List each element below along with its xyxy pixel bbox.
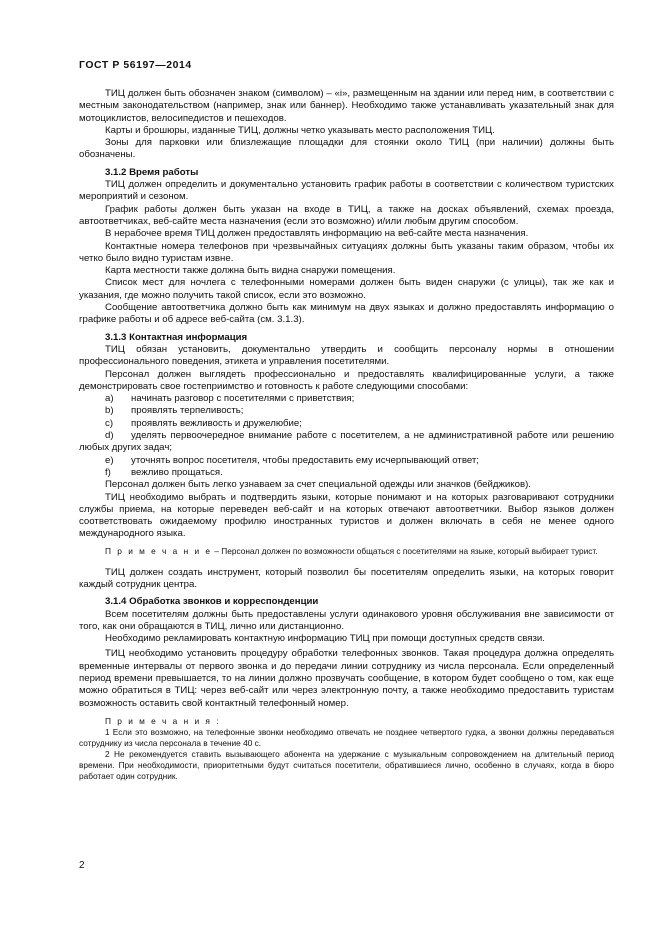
list-item-text: проявлять вежливость и дружелюбие; <box>131 417 302 429</box>
note-text: – Персонал должен по возможности общаться с посетителями на языке, который выбирает турист. <box>212 545 598 556</box>
list-marker: e) <box>105 454 114 466</box>
list-marker: c) <box>105 417 114 429</box>
list-item-text: проявлять терпеливость; <box>131 405 244 417</box>
document-body <box>79 88 614 782</box>
list-marker: b) <box>105 405 114 417</box>
paragraph: ТИЦ необходимо установить процедуру обработки телефонных звонков. Такая процедура должна определять временные интервалы от первого звонка и до передачи линии сотруднику из числа персонала. Если определенный период времени превышается, то на линии должно прозвучать сообщение, в котором будет сообщено о том, как еще можно обратиться в ТИЦ: через веб-сайт или через электронную почту, а также необходимо предоставить туристам возможность оставить свой контактный телефонный номер. <box>79 648 614 709</box>
notes-label: П р и м е ч а н и я : <box>105 715 221 726</box>
paragraph: Зоны для парковки или близлежащие площадки для стоянки около ТИЦ (при наличии) должны быть обозначены. <box>79 137 614 161</box>
list-item-text: уделять первоочередное внимание работе с посетителем, а не административной работе или решению любых других задач; <box>79 430 614 454</box>
paragraph: ТИЦ должен определить и документально установить график работы в соответствии с количеством туристских мероприятий и сезоном. <box>79 179 614 203</box>
paragraph: Карта местности также должна быть видна снаружи помещения. <box>105 265 396 277</box>
section-heading-3-1-4: 3.1.4 Обработка звонков и корреспонденции <box>105 596 319 608</box>
note-label: П р и м е ч а н и е <box>105 545 213 556</box>
paragraph: Необходимо рекламировать контактную информацию ТИЦ при помощи доступных средств связи. <box>105 633 545 645</box>
document-page <box>79 60 614 782</box>
paragraph: Всем посетителям должны быть предоставлены услуги одинакового уровня обслуживания вне зависимости от того, как они обращаются в ТИЦ, лично или дистанционно. <box>79 608 614 632</box>
paragraph: ТИЦ необходимо выбрать и подтвердить языки, которые понимают и на которых разговаривают сотрудники службы приема, на которые переведен веб-сайт и на которых отвечают автоответчики. Выбор языков должен соответствовать ожидаемому профилю иностранных туристов и должен включать в себя не менее одного международного языка. <box>79 491 614 540</box>
notes-block <box>79 716 614 782</box>
standard-header: ГОСТ Р 56197—2014 <box>79 60 192 71</box>
paragraph: Персонал должен быть легко узнаваем за счет специальной одежды или значков (бейджиков). <box>105 479 531 491</box>
note <box>79 546 614 557</box>
list-marker: a) <box>105 393 114 405</box>
list-marker: d) <box>105 430 114 442</box>
list-item <box>79 455 614 467</box>
paragraph: Карты и брошюры, изданные ТИЦ, должны четко указывать место расположения ТИЦ. <box>105 124 495 136</box>
note-item: 2 Не рекомендуется ставить вызывающего абонента на удержание с музыкальным сопровождением на длительный период времени. При необходимости, приоритетными будут считаться посетители, обратившиеся лично, особенно в случаях, когда в бюро работает один сотрудник. <box>79 748 614 781</box>
note-item: 1 Если это возможно, на телефонные звонки необходимо отвечать не позднее четвертого гудка, а звонки должны передаваться сотруднику из числа персонала в течение 40 с. <box>79 726 614 748</box>
paragraph: Контактные номера телефонов при чрезвычайных ситуациях должны быть указаны таким образом, чтобы их четко было видно туристам извне. <box>79 240 614 264</box>
paragraph: Сообщение автоответчика должно быть как минимум на двух языках и должно предоставлять информацию о графике работы и об адресе веб-сайта (см. 3.1.3). <box>79 302 614 326</box>
paragraph: График работы должен быть указан на входе в ТИЦ, а также на досках объявлений, схемах проезда, автоответчиках, веб-сайте места назначения (если это возможно) и/или любым другим способом. <box>79 203 614 227</box>
paragraph: ТИЦ обязан установить, документально утвердить и сообщить персоналу нормы в отношении профессионального поведения, этикета и управления посетителями. <box>79 343 614 368</box>
paragraph: В нерабочее время ТИЦ должен предоставлять информацию на веб-сайте места назначения. <box>105 228 529 240</box>
list-item <box>79 393 614 405</box>
paragraph: Персонал должен выглядеть профессионально и предоставлять квалифицированные услуги, а также демонстрировать свое гостеприимство и готовность к работе следующими способами: <box>79 368 614 392</box>
list-item <box>79 467 614 479</box>
list-marker: f) <box>105 466 111 478</box>
paragraph: Список мест для ночлега с телефонными номерами должен быть виден снаружи (с улицы), так же как и указания, где можно получить такой список, если это возможно. <box>79 277 614 301</box>
section-heading-3-1-2: 3.1.2 Время работы <box>105 166 199 178</box>
page-number: 2 <box>79 860 85 871</box>
paragraph: ТИЦ должен быть обозначен знаком (символом) – «i», размещенным на здании или перед ним, в соответствии с местным законодательством (например, знак или баннер). Необходимо также устанавливать указательный знак для мотоциклистов, велосипедистов и пешеходов. <box>79 88 614 124</box>
section-heading-3-1-3: 3.1.3 Контактная информация <box>105 331 248 343</box>
list-item <box>79 418 614 430</box>
list-item-text: вежливо прощаться. <box>131 466 223 478</box>
list-item <box>79 430 614 455</box>
list-item-text: уточнять вопрос посетителя, чтобы предоставить ему исчерпывающий ответ; <box>131 454 479 466</box>
list-item <box>79 405 614 417</box>
paragraph: ТИЦ должен создать инструмент, который позволил бы посетителям определить языки, на которых говорит каждый сотрудник центра. <box>79 566 614 590</box>
list-item-text: начинать разговор с посетителями с приветствия; <box>131 393 355 405</box>
